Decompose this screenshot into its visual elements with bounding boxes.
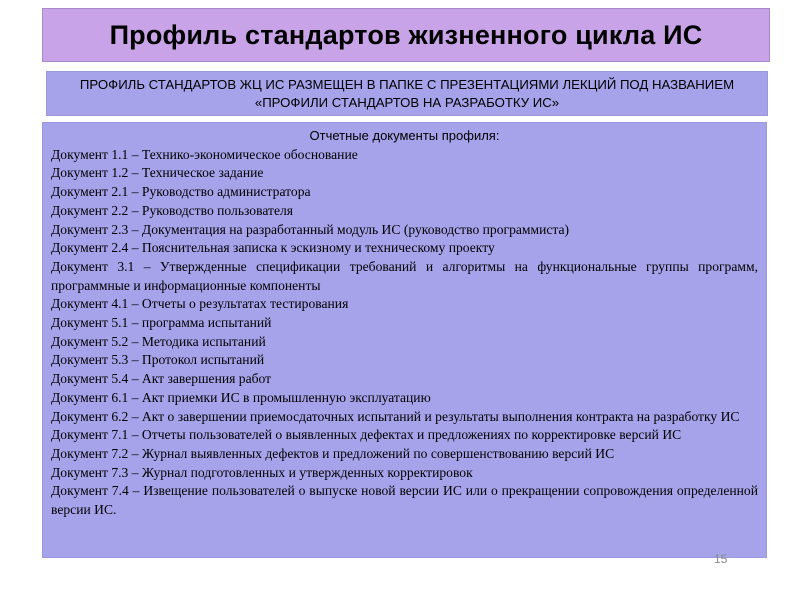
slide-title-bar <box>42 8 770 62</box>
document-item: Документ 4.1 – Отчеты о результатах тестирования <box>51 296 349 312</box>
document-list <box>51 146 758 520</box>
document-item: Документ 7.4 – Извещение пользователей о выпуске новой версии ИС или о прекращении сопровождения определенной версии ИС. <box>51 483 758 518</box>
document-item: Документ 7.3 – Журнал подготовленных и утвержденных корректировок <box>51 464 473 480</box>
document-item: Документ 7.2 – Журнал выявленных дефектов и предложений по совершенствованию версий ИС <box>51 445 615 461</box>
slide-title: Профиль стандартов жизненного цикла ИС <box>109 19 703 50</box>
notice-box <box>46 71 768 116</box>
document-item: Документ 6.1 – Акт приемки ИС в промышленную эксплуатацию <box>51 389 431 405</box>
document-item: Документ 1.2 – Техническое задание <box>51 165 264 181</box>
document-item: Документ 5.2 – Методика испытаний <box>51 333 266 349</box>
documents-box <box>42 122 767 558</box>
document-item: Документ 5.1 – программа испытаний <box>51 315 272 331</box>
document-item: Документ 3.1 – Утвержденные спецификации требований и алгоритмы на функциональные группы программ, программные и информационные компоненты <box>51 258 758 293</box>
document-item: Документ 5.3 – Протокол испытаний <box>51 352 265 368</box>
document-item: Документ 2.4 – Пояснительная записка к эскизному и техническому проекту <box>51 240 495 256</box>
document-item: Документ 2.1 – Руководство администратора <box>51 184 311 200</box>
document-item: Документ 1.1 – Технико-экономическое обоснование <box>51 146 358 162</box>
document-item: Документ 5.4 – Акт завершения работ <box>51 371 272 387</box>
document-item: Документ 2.3 – Документация на разработанный модуль ИС (руководство программиста) <box>51 221 570 237</box>
document-item: Документ 7.1 – Отчеты пользователей о выявленных дефектах и предложениях по корректировке версий ИС <box>51 427 682 443</box>
document-item: Документ 6.2 – Акт о завершении приемосдаточных испытаний и результаты выполнения контракта на разработку ИС <box>51 408 740 424</box>
page-number: 15 <box>714 552 728 566</box>
notice-text: ПРОФИЛЬ СТАНДАРТОВ ЖЦ ИС РАЗМЕЩЕН В ПАПКЕ С ПРЕЗЕНТАЦИЯМИ ЛЕКЦИЙ ПОД НАЗВАНИЕМ «ПРОФИЛИ СТАНДАРТОВ НА РАЗРАБОТКУ ИС» <box>79 76 735 110</box>
documents-heading: Отчетные документы профиля: <box>309 128 500 143</box>
document-item: Документ 2.2 – Руководство пользователя <box>51 202 294 218</box>
